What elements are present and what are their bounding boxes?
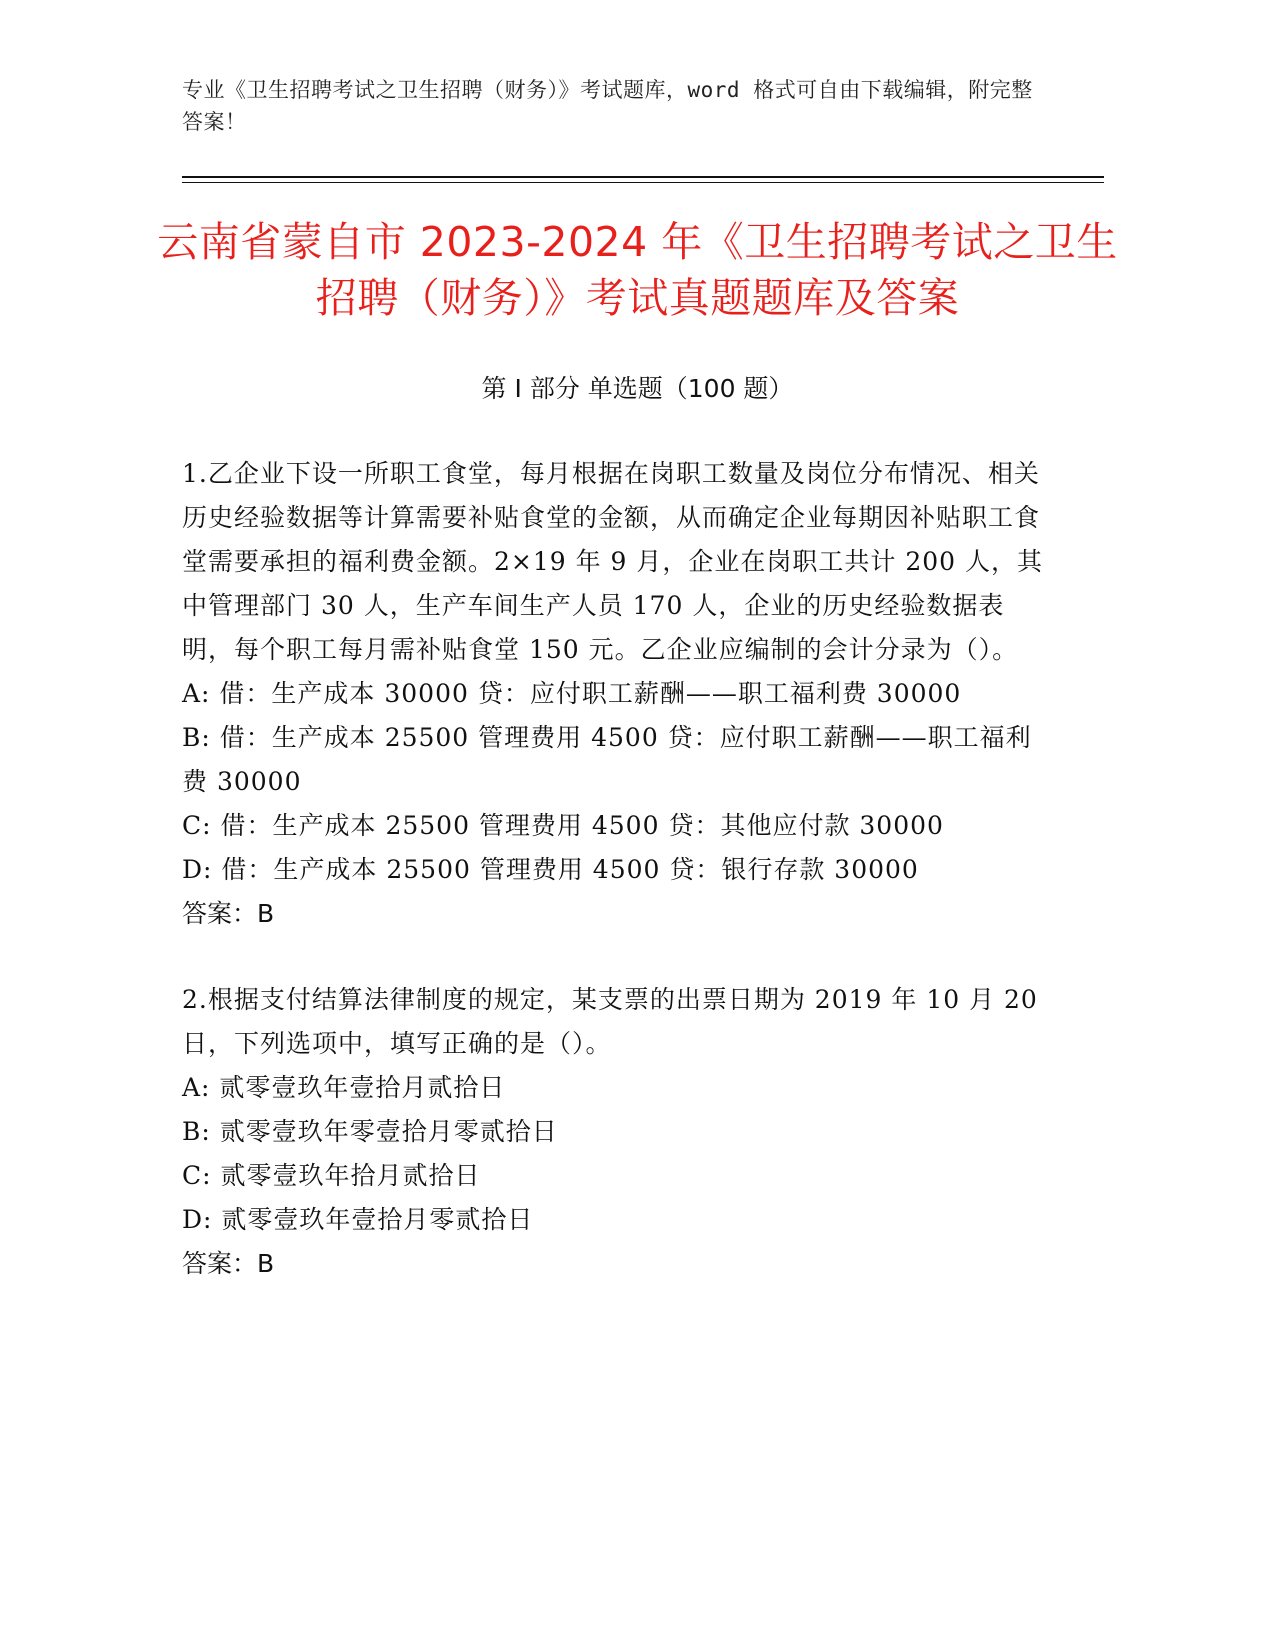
question-stem: 2.根据支付结算法律制度的规定，某支票的出票日期为 2019 年 10 月 20 日，下列选项中，填写正确的是（）。 [182,985,1038,1058]
document-title: 云南省蒙自市 2023-2024 年《卫生招聘考试之卫生招聘（财务）》考试真题题库及答案 [157,218,1118,322]
answer-line: 答案：B [182,1249,275,1278]
option-d: D: 借：生产成本 25500 管理费用 4500 贷：银行存款 30000 [182,855,919,884]
option-b: B: 借：生产成本 25500 管理费用 4500 贷：应付职工薪酬——职工福利费 30000 [182,723,1032,796]
question-item [182,978,1052,1286]
section-title: 第 I 部分 单选题（100 题） [481,374,794,403]
option-d: D: 贰零壹玖年壹拾月零贰拾日 [182,1205,534,1234]
header-divider-thick [182,176,1104,178]
header-divider-thin [182,182,1104,183]
option-a: A: 借：生产成本 30000 贷：应付职工薪酬——职工福利费 30000 [182,679,962,708]
option-a: A: 贰零壹玖年壹拾月贰拾日 [182,1073,506,1102]
question-item [182,452,1052,936]
option-b: B: 贰零壹玖年零壹拾月零贰拾日 [182,1117,558,1146]
option-c: C: 贰零壹玖年拾月贰拾日 [182,1161,481,1190]
header-note: 专业《卫生招聘考试之卫生招聘（财务）》考试题库，word 格式可自由下载编辑，附完整答案！ [182,78,1033,134]
option-c: C: 借：生产成本 25500 管理费用 4500 贷：其他应付款 30000 [182,811,944,840]
question-stem: 1.乙企业下设一所职工食堂，每月根据在岗职工数量及岗位分布情况、相关历史经验数据等计算需要补贴食堂的金额，从而确定企业每期因补贴职工食堂需要承担的福利费金额。2×19 年 9 月，企业在岗职工共计 200 人，其中管理部门 30 人，生产车间生产人员 170 人，企业的历史经验数据表明，每个职工每月需补贴食堂 150 元。乙企业应编制的会计分录为（）。 [182,459,1044,664]
answer-line: 答案：B [182,899,275,928]
question-list [182,452,1052,1328]
